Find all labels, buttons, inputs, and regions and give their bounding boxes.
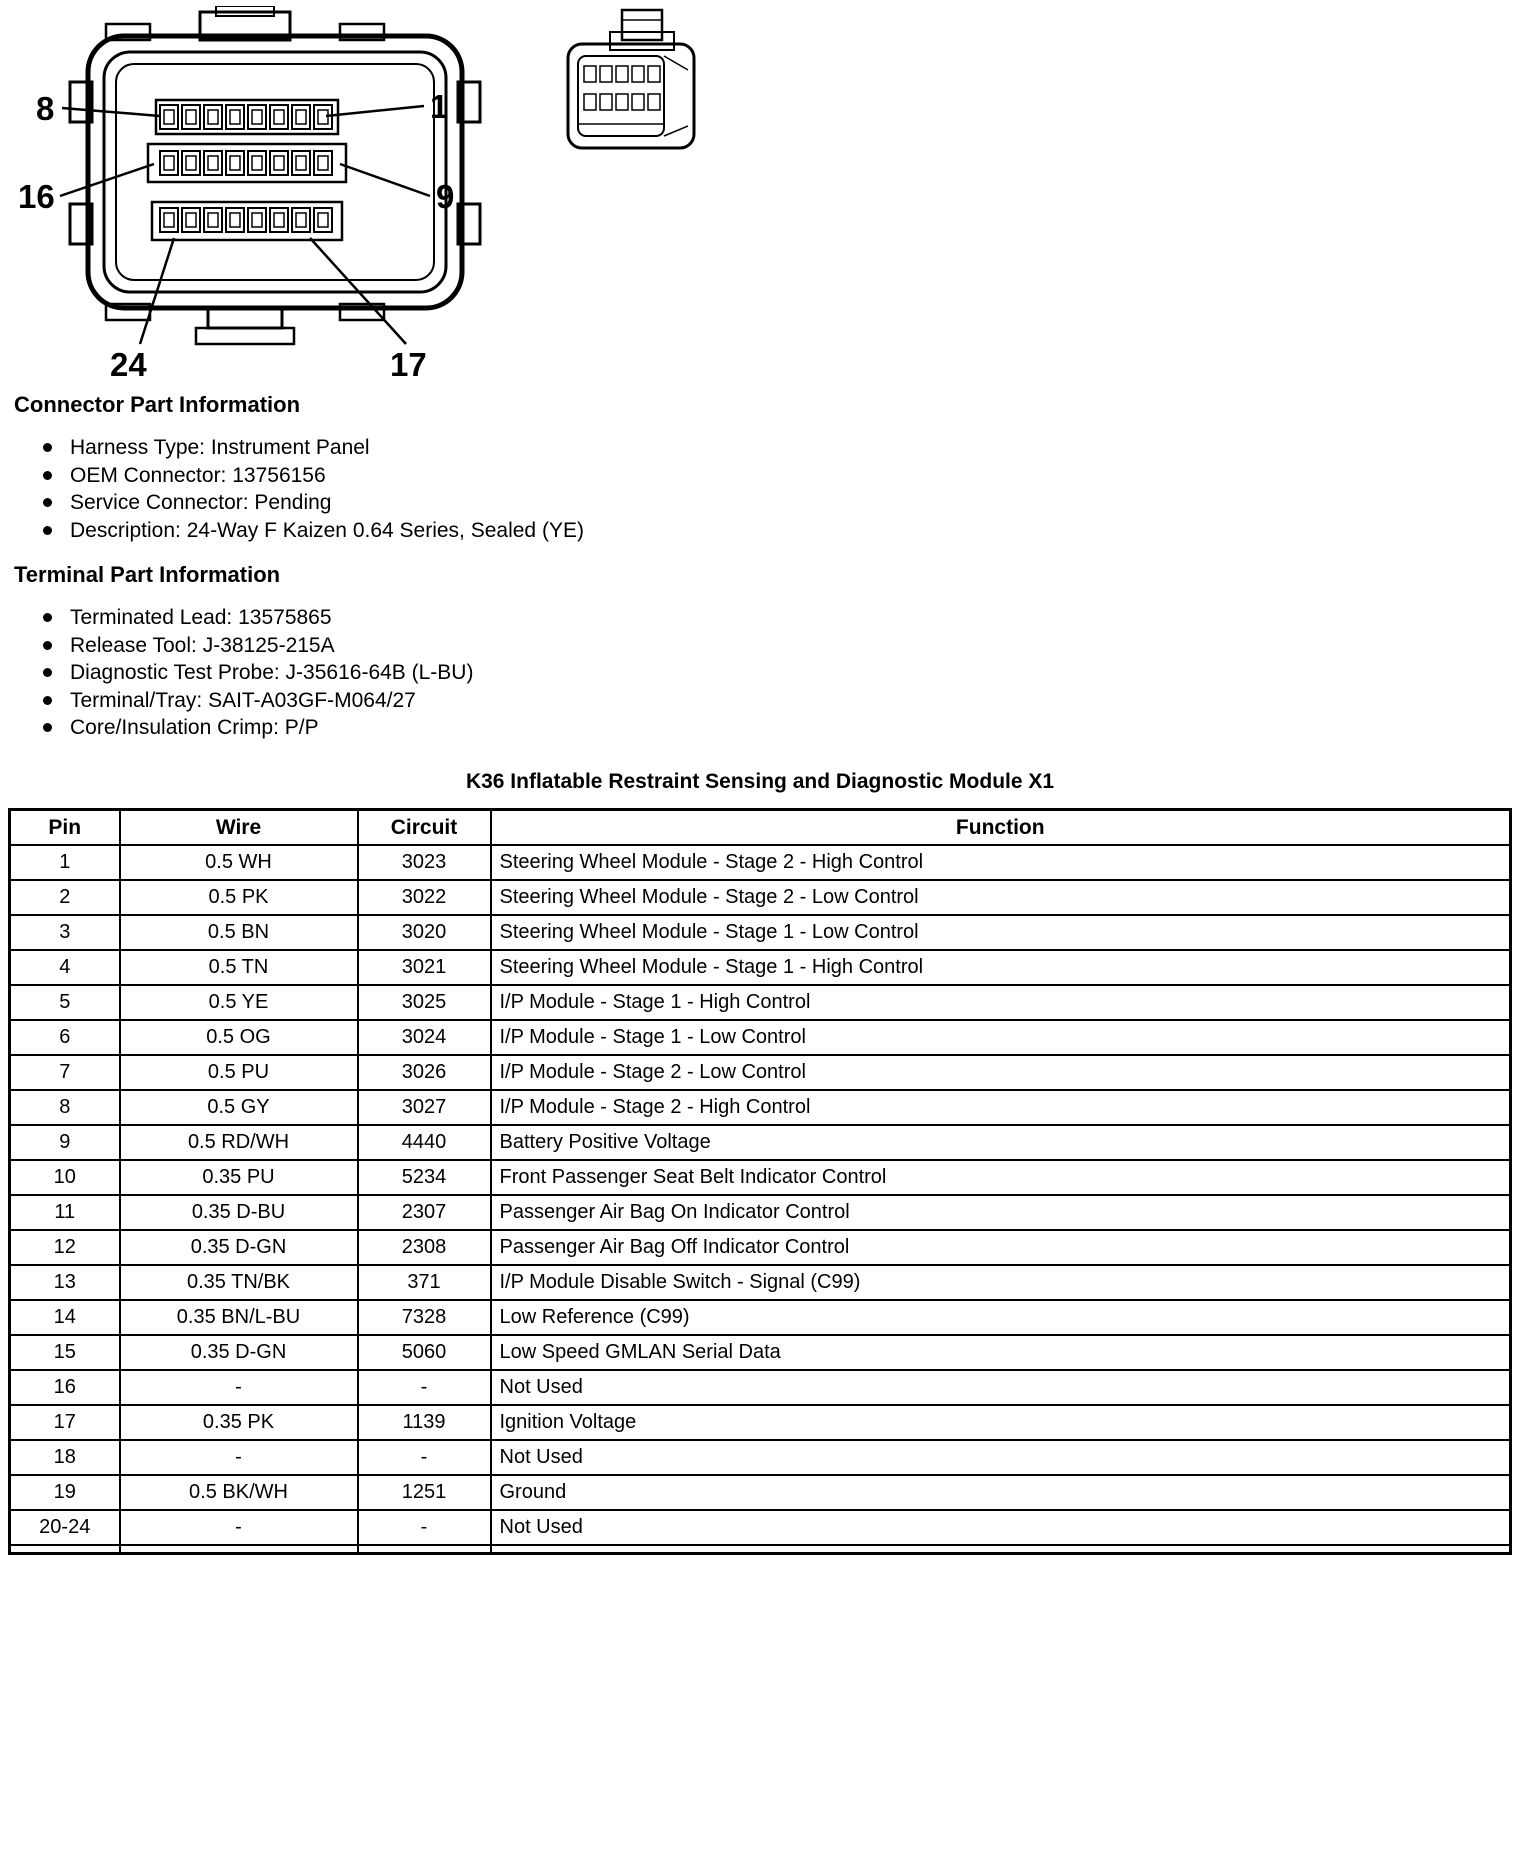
wire-cell: 0.35 PU [120, 1160, 358, 1195]
wire-cell: 0.5 YE [120, 985, 358, 1020]
wire-cell [120, 1545, 358, 1554]
wire-cell: 0.5 WH [120, 845, 358, 880]
table-title: K36 Inflatable Restraint Sensing and Diagnostic Module X1 [465, 770, 1055, 793]
circuit-cell: 3020 [358, 915, 491, 950]
function-cell: Ignition Voltage [491, 1405, 1511, 1440]
function-cell: Low Speed GMLAN Serial Data [491, 1335, 1511, 1370]
wire-cell: 0.35 BN/L-BU [120, 1300, 358, 1335]
table-row [10, 1160, 1511, 1195]
pin-cell [10, 1545, 120, 1554]
circuit-cell: 3023 [358, 845, 491, 880]
pin-cell: 9 [10, 1125, 120, 1160]
function-header: Function [491, 810, 1511, 846]
function-cell: Steering Wheel Module - Stage 2 - High Control [491, 845, 1511, 880]
pinout-table [8, 808, 1512, 1555]
function-cell: Passenger Air Bag Off Indicator Control [491, 1230, 1511, 1265]
circuit-cell: 2307 [358, 1195, 491, 1230]
connector-side-view [568, 10, 694, 148]
function-cell: Battery Positive Voltage [491, 1125, 1511, 1160]
table-row [10, 1405, 1511, 1440]
circuit-cell: 4440 [358, 1125, 491, 1160]
table-row [10, 1265, 1511, 1300]
connector-part-information-list [14, 434, 1214, 544]
terminal-rows [148, 100, 346, 240]
pin-cell: 8 [10, 1090, 120, 1125]
circuit-cell: - [358, 1510, 491, 1545]
circuit-cell: 7328 [358, 1300, 491, 1335]
circuit-header: Circuit [358, 810, 491, 846]
circuit-cell: 5234 [358, 1160, 491, 1195]
wire-cell: - [120, 1440, 358, 1475]
list-item: Terminal/Tray: SAIT-A03GF-M064/27 [70, 687, 1214, 715]
pin-cell: 16 [10, 1370, 120, 1405]
table-row [10, 845, 1511, 880]
wire-header: Wire [120, 810, 358, 846]
table-row [10, 1545, 1511, 1554]
function-cell: I/P Module - Stage 1 - High Control [491, 985, 1511, 1020]
table-row [10, 880, 1511, 915]
list-item: Core/Insulation Crimp: P/P [70, 714, 1214, 742]
pin-cell: 11 [10, 1195, 120, 1230]
pin-callout-bottom-right: 17 [390, 346, 427, 383]
pin-cell: 10 [10, 1160, 120, 1195]
table-row [10, 1335, 1511, 1370]
list-item: OEM Connector: 13756156 [70, 462, 1214, 490]
circuit-cell: 1251 [358, 1475, 491, 1510]
circuit-cell: 3026 [358, 1055, 491, 1090]
terminal-part-information-list [14, 604, 1214, 742]
table-row [10, 950, 1511, 985]
pin-cell: 5 [10, 985, 120, 1020]
list-item: Diagnostic Test Probe: J-35616-64B (L-BU) [70, 659, 1214, 687]
pin-cell: 14 [10, 1300, 120, 1335]
function-cell: I/P Module - Stage 1 - Low Control [491, 1020, 1511, 1055]
list-item: Service Connector: Pending [70, 489, 1214, 517]
pin-header: Pin [10, 810, 120, 846]
circuit-cell: - [358, 1440, 491, 1475]
function-cell: I/P Module - Stage 2 - Low Control [491, 1055, 1511, 1090]
wire-cell: 0.35 TN/BK [120, 1265, 358, 1300]
table-row [10, 1510, 1511, 1545]
circuit-cell: 3025 [358, 985, 491, 1020]
list-item: Description: 24-Way F Kaizen 0.64 Series, Sealed (YE) [70, 517, 1214, 545]
table-row [10, 1090, 1511, 1125]
function-cell: Steering Wheel Module - Stage 2 - Low Control [491, 880, 1511, 915]
wire-cell: 0.5 OG [120, 1020, 358, 1055]
pin-cell: 13 [10, 1265, 120, 1300]
pin-cell: 18 [10, 1440, 120, 1475]
wire-cell: 0.35 D-GN [120, 1230, 358, 1265]
wire-cell: 0.5 TN [120, 950, 358, 985]
connector-diagram [10, 6, 770, 446]
pin-callouts [18, 88, 454, 383]
wire-cell: 0.35 D-BU [120, 1195, 358, 1230]
pin-cell: 1 [10, 845, 120, 880]
table-row [10, 1125, 1511, 1160]
function-cell: I/P Module - Stage 2 - High Control [491, 1090, 1511, 1125]
terminal-part-information-heading: Terminal Part Information [14, 562, 281, 587]
pin-callout-top-left: 8 [36, 90, 55, 127]
part-information [14, 392, 1214, 756]
function-cell: Not Used [491, 1370, 1511, 1405]
circuit-cell [358, 1545, 491, 1554]
pin-callout-top-right: 1 [430, 88, 449, 125]
wire-cell: 0.5 PU [120, 1055, 358, 1090]
table-row [10, 915, 1511, 950]
function-cell: Front Passenger Seat Belt Indicator Control [491, 1160, 1511, 1195]
pin-callout-bottom-left: 24 [110, 346, 147, 383]
circuit-cell: 3022 [358, 880, 491, 915]
pin-cell: 4 [10, 950, 120, 985]
wire-cell: - [120, 1370, 358, 1405]
circuit-cell: 371 [358, 1265, 491, 1300]
table-row [10, 1475, 1511, 1510]
pin-cell: 19 [10, 1475, 120, 1510]
circuit-cell: 2308 [358, 1230, 491, 1265]
wire-cell: - [120, 1510, 358, 1545]
function-cell: Not Used [491, 1440, 1511, 1475]
function-cell: Ground [491, 1475, 1511, 1510]
pin-cell: 17 [10, 1405, 120, 1440]
connector-diagram-svg [10, 6, 770, 446]
circuit-cell: 3024 [358, 1020, 491, 1055]
wire-cell: 0.5 RD/WH [120, 1125, 358, 1160]
circuit-cell: 3027 [358, 1090, 491, 1125]
table-row [10, 1440, 1511, 1475]
wire-cell: 0.5 BN [120, 915, 358, 950]
function-cell: Steering Wheel Module - Stage 1 - Low Control [491, 915, 1511, 950]
table-row [10, 985, 1511, 1020]
circuit-cell: 3021 [358, 950, 491, 985]
pin-cell: 2 [10, 880, 120, 915]
table-row [10, 1020, 1511, 1055]
pin-cell: 12 [10, 1230, 120, 1265]
pin-cell: 7 [10, 1055, 120, 1090]
list-item: Harness Type: Instrument Panel [70, 434, 1214, 462]
circuit-cell: 5060 [358, 1335, 491, 1370]
pin-callout-middle-left: 16 [18, 178, 55, 215]
wire-cell: 0.5 BK/WH [120, 1475, 358, 1510]
function-cell: Passenger Air Bag On Indicator Control [491, 1195, 1511, 1230]
function-cell: Not Used [491, 1510, 1511, 1545]
list-item: Release Tool: J-38125-215A [70, 632, 1214, 660]
pinout-section [0, 770, 1520, 1555]
pin-callout-middle-right: 9 [436, 178, 455, 215]
wire-cell: 0.35 PK [120, 1405, 358, 1440]
circuit-cell: - [358, 1370, 491, 1405]
table-row [10, 1055, 1511, 1090]
table-row [10, 1370, 1511, 1405]
pin-cell: 6 [10, 1020, 120, 1055]
pin-cell: 3 [10, 915, 120, 950]
wire-cell: 0.35 D-GN [120, 1335, 358, 1370]
table-header-row [10, 810, 1511, 846]
function-cell: I/P Module Disable Switch - Signal (C99) [491, 1265, 1511, 1300]
table-row [10, 1300, 1511, 1335]
table-row [10, 1195, 1511, 1230]
pin-cell: 15 [10, 1335, 120, 1370]
circuit-cell: 1139 [358, 1405, 491, 1440]
table-row [10, 1230, 1511, 1265]
pin-cell: 20-24 [10, 1510, 120, 1545]
function-cell: Low Reference (C99) [491, 1300, 1511, 1335]
connector-part-information-heading: Connector Part Information [14, 392, 301, 417]
wire-cell: 0.5 PK [120, 880, 358, 915]
function-cell: Steering Wheel Module - Stage 1 - High Control [491, 950, 1511, 985]
function-cell [491, 1545, 1511, 1554]
wire-cell: 0.5 GY [120, 1090, 358, 1125]
list-item: Terminated Lead: 13575865 [70, 604, 1214, 632]
